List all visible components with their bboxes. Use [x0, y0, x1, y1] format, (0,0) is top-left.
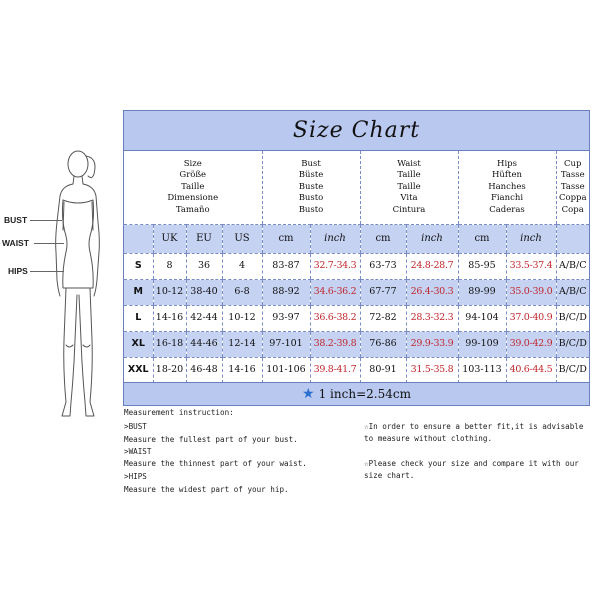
- bust-inch-cell: 38.2-39.8: [310, 331, 360, 357]
- table-row: [124, 331, 589, 357]
- hips-inch-cell: 40.6-44.5: [506, 357, 556, 383]
- uk-cell: 16-18: [153, 331, 186, 357]
- unit-hips-cm: cm: [458, 224, 506, 253]
- hips-cm-cell: 99-109: [458, 331, 506, 357]
- size-cell: M: [124, 279, 153, 305]
- bust-inch-cell: 32.7-34.3: [310, 253, 360, 279]
- unit-hips-inch: inch: [506, 224, 556, 253]
- waist-cm-cell: 63-73: [360, 253, 406, 279]
- waist-line: [34, 243, 64, 244]
- star-icon: ★: [302, 386, 315, 402]
- size-cell: XL: [124, 331, 153, 357]
- unit-blank: [124, 224, 153, 253]
- eu-cell: 38-40: [186, 279, 222, 305]
- tip-clothing-line1: ☆In order to ensure a better fit,it is advisable: [364, 422, 584, 431]
- eu-cell: 36: [186, 253, 222, 279]
- bust-cm-cell: 97-101: [262, 331, 310, 357]
- waist-instruction-text: Measure the thinnest part of your waist.: [124, 459, 307, 468]
- waist-inch-cell: 26.4-30.3: [406, 279, 458, 305]
- waist-inch-cell: 29.9-33.9: [406, 331, 458, 357]
- us-cell: 12-14: [222, 331, 262, 357]
- header-unit-row: [124, 224, 589, 253]
- header-bust: Bust Büste Buste Busto Busto: [262, 151, 360, 224]
- uk-cell: 10-12: [153, 279, 186, 305]
- hips-inch-cell: 37.0-40.9: [506, 305, 556, 331]
- size-table: [124, 151, 589, 384]
- unit-bust-cm: cm: [262, 224, 310, 253]
- tip-compare-line2: size chart.: [364, 471, 415, 480]
- bust-label: BUST: [4, 215, 28, 225]
- waist-inch-cell: 28.3-32.3: [406, 305, 458, 331]
- bust-cm-cell: 93-97: [262, 305, 310, 331]
- us-cell: 6-8: [222, 279, 262, 305]
- size-chart: [123, 110, 590, 406]
- table-row: [124, 253, 589, 279]
- bust-line: [30, 220, 62, 221]
- uk-cell: 8: [153, 253, 186, 279]
- hips-inch-cell: 35.0-39.0: [506, 279, 556, 305]
- hips-instruction-text: Measure the widest part of your hip.: [124, 485, 289, 494]
- tip-compare-line1: ☆Please check your size and compare it with our: [364, 459, 579, 468]
- unit-cup-blank: [556, 224, 589, 253]
- header-waist: Waist Taille Taille Vita Cintura: [360, 151, 458, 224]
- hips-inch-cell: 33.5-37.4: [506, 253, 556, 279]
- bust-cm-cell: 83-87: [262, 253, 310, 279]
- hips-label: HIPS: [8, 266, 28, 276]
- table-row: [124, 305, 589, 331]
- header-multilang-row: [124, 151, 589, 224]
- conversion-footer: [124, 382, 589, 405]
- uk-cell: 14-16: [153, 305, 186, 331]
- unit-uk: UK: [153, 224, 186, 253]
- unit-waist-cm: cm: [360, 224, 406, 253]
- bust-cm-cell: 101-106: [262, 357, 310, 383]
- bust-inch-cell: 39.8-41.7: [310, 357, 360, 383]
- header-size: Size Größe Taille Dimensione Tamaño: [124, 151, 262, 224]
- size-cell: S: [124, 253, 153, 279]
- waist-cm-cell: 67-77: [360, 279, 406, 305]
- cup-cell: B/C/D: [556, 357, 589, 383]
- unit-waist-inch: inch: [406, 224, 458, 253]
- body-silhouette-icon: [0, 140, 122, 430]
- us-cell: 4: [222, 253, 262, 279]
- waist-instruction-title: >WAIST: [124, 447, 152, 456]
- eu-cell: 42-44: [186, 305, 222, 331]
- cup-cell: A/B/C: [556, 279, 589, 305]
- tip-clothing-line2: to measure without clothing.: [364, 434, 493, 443]
- cup-cell: A/B/C: [556, 253, 589, 279]
- hips-cm-cell: 85-95: [458, 253, 506, 279]
- cup-cell: B/C/D: [556, 331, 589, 357]
- waist-cm-cell: 72-82: [360, 305, 406, 331]
- bust-instruction-text: Measure the fullest part of your bust.: [124, 435, 298, 444]
- waist-label: WAIST: [2, 238, 29, 248]
- cup-cell: B/C/D: [556, 305, 589, 331]
- hips-cm-cell: 89-99: [458, 279, 506, 305]
- waist-inch-cell: 24.8-28.7: [406, 253, 458, 279]
- hips-instruction-title: >HIPS: [124, 472, 147, 481]
- header-hips: Hips Hüften Hanches Fianchi Caderas: [458, 151, 556, 224]
- hips-cm-cell: 103-113: [458, 357, 506, 383]
- unit-us: US: [222, 224, 262, 253]
- eu-cell: 44-46: [186, 331, 222, 357]
- hips-cm-cell: 94-104: [458, 305, 506, 331]
- chart-title: Size Chart: [292, 118, 421, 143]
- unit-bust-inch: inch: [310, 224, 360, 253]
- title-bar: [124, 111, 589, 151]
- bust-inch-cell: 36.6-38.2: [310, 305, 360, 331]
- table-row: [124, 279, 589, 305]
- size-cell: XXL: [124, 357, 153, 383]
- us-cell: 10-12: [222, 305, 262, 331]
- eu-cell: 46-48: [186, 357, 222, 383]
- header-cup: Cup Tasse Tasse Coppa Copa: [556, 151, 589, 224]
- hips-line: [30, 271, 64, 272]
- instruction-heading: Measurement instruction:: [124, 408, 234, 417]
- waist-cm-cell: 76-86: [360, 331, 406, 357]
- unit-eu: EU: [186, 224, 222, 253]
- conversion-text: 1 inch=2.54cm: [318, 387, 411, 401]
- body-figure: [0, 140, 122, 430]
- waist-cm-cell: 80-91: [360, 357, 406, 383]
- us-cell: 14-16: [222, 357, 262, 383]
- bust-inch-cell: 34.6-36.2: [310, 279, 360, 305]
- bust-instruction-title: >BUST: [124, 422, 147, 431]
- hips-inch-cell: 39.0-42.9: [506, 331, 556, 357]
- bust-cm-cell: 88-92: [262, 279, 310, 305]
- size-cell: L: [124, 305, 153, 331]
- waist-inch-cell: 31.5-35.8: [406, 357, 458, 383]
- table-row: [124, 357, 589, 383]
- uk-cell: 18-20: [153, 357, 186, 383]
